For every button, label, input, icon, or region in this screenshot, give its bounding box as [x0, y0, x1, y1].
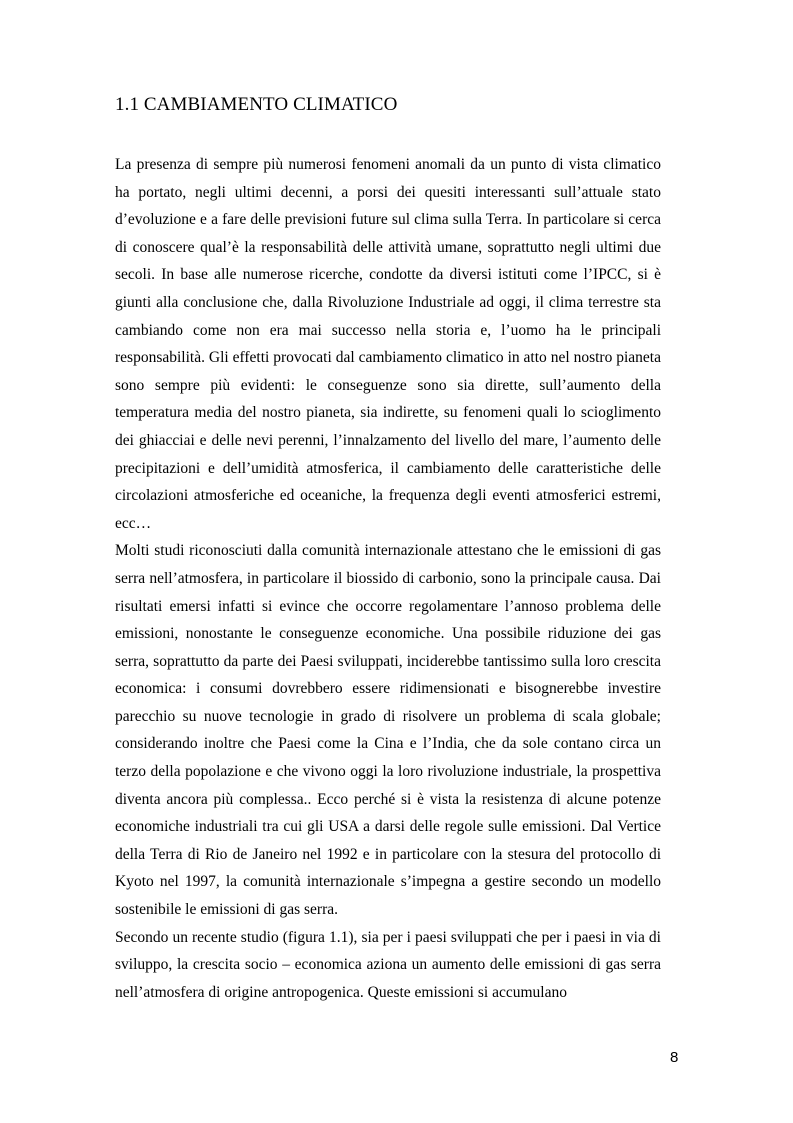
paragraph: Secondo un recente studio (figura 1.1), sia per i paesi sviluppati che per i paesi in via di sviluppo, la crescita socio – economica aziona un aumento delle emissioni di gas serra nell’atmosfera di origine antropogenica. Queste emissioni si accumulano [115, 928, 661, 1001]
paragraph: La presenza di sempre più numerosi fenomeni anomali da un punto di vista climatico ha portato, negli ultimi decenni, a porsi dei quesiti interessanti sull’attuale stato d’evoluzione e a fare delle previsioni future sul clima sulla Terra. In particolare si cerca di conoscere qual’è la responsabilità delle attività umane, soprattutto negli ultimi due secoli. In base alle numerose ricerche, condotte da diversi istituti come l’IPCC, si è giunti alla conclusione che, dalla Rivoluzione Industriale ad oggi, il clima terrestre sta cambiando come non era mai successo nella storia e, l’uomo ha le principali responsabilità. Gli effetti provocati dal cambiamento climatico in atto nel nostro pianeta sono sempre più evidenti: le conseguenze sono sia dirette, sull’aumento della temperatura media del nostro pianeta, sia indirette, su fenomeni quali lo scioglimento dei ghiacciai e delle nevi perenni, l’innalzamento del livello del mare, l’aumento delle precipitazioni e dell’umidità atmosferica, il cambiamento delle caratteristiche delle circolazioni atmosferiche ed oceaniche, la frequenza degli eventi atmosferici estremi, ecc… [115, 156, 661, 532]
body-text [115, 151, 661, 1006]
paragraph: Molti studi riconosciuti dalla comunità internazionale attestano che le emissioni di gas serra nell’atmosfera, in particolare il biossido di carbonio, sono la principale causa. Dai risultati emersi infatti si evince che occorre regolamentare l’annoso problema delle emissioni, nonostante le conseguenze economiche. Una possibile riduzione dei gas serra, soprattutto da parte dei Paesi sviluppati, inciderebbe tantissimo sulla loro crescita economica: i consumi dovrebbero essere ridimensionati e bisognerebbe investire parecchio su nuove tecnologie in grado di risolvere un problema di scala globale; considerando inoltre che Paesi come la Cina e l’India, che da sole contano circa un terzo della popolazione e che vivono oggi la loro rivoluzione industriale, la prospettiva diventa ancora più complessa.. Ecco perché si è vista la resistenza di alcune potenze economiche industriali tra cui gli USA a darsi delle regole sulle emissioni. Dal Vertice della Terra di Rio de Janeiro nel 1992 e in particolare con la stesura del protocollo di Kyoto nel 1997, la comunità internazionale s’impegna a gestire secondo un modello sostenibile le emissioni di gas serra. [115, 542, 661, 919]
section-heading: 1.1 CAMBIAMENTO CLIMATICO [115, 94, 398, 115]
page-number: 8 [670, 1049, 679, 1066]
